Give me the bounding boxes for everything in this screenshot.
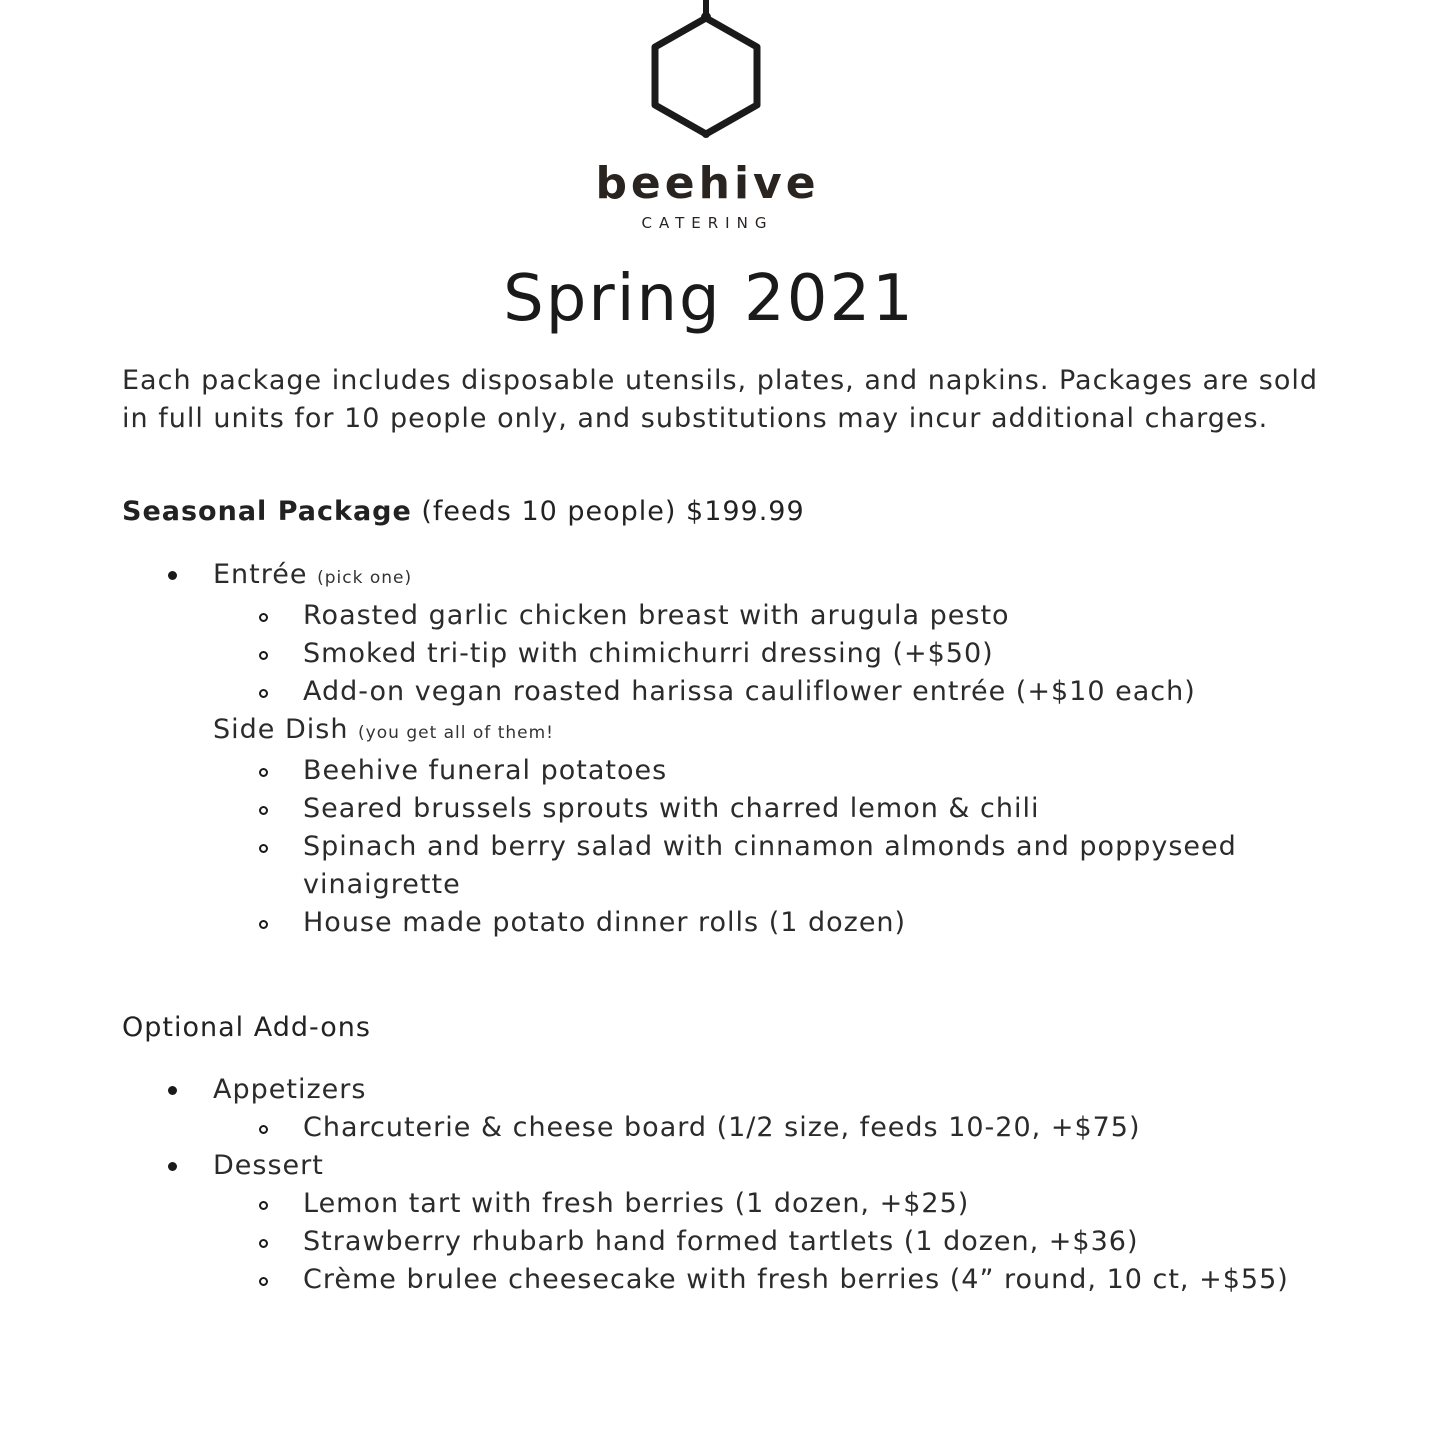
dessert-item: Strawberry rhubarb hand formed tartlets (1 dozen, +$36)	[303, 1226, 1139, 1257]
side-item: Spinach and berry salad with cinnamon almonds and poppyseed vinaigrette	[303, 831, 1237, 900]
list-item	[0, 1109, 1293, 1147]
circle-bullet-icon	[259, 613, 268, 622]
side-dish-heading	[0, 711, 1293, 752]
list-item	[0, 790, 1293, 828]
side-item: Seared brussels sprouts with charred lemon & chili	[303, 793, 1040, 824]
entree-heading	[0, 556, 1293, 597]
list-item	[0, 597, 1293, 635]
appetizers-heading	[0, 1071, 1293, 1109]
dessert-label: Dessert	[213, 1150, 324, 1181]
brand-subtitle: CATERING	[641, 214, 774, 232]
list-item	[0, 1261, 1293, 1299]
bullet-icon	[168, 1086, 177, 1095]
list-item	[0, 752, 1293, 790]
circle-bullet-icon	[259, 920, 268, 929]
appetizer-item: Charcuterie & cheese board (1/2 size, feeds 10-20, +$75)	[303, 1112, 1141, 1143]
side-dish-note: (you get all of them!	[358, 723, 554, 743]
list-item	[0, 904, 1293, 942]
circle-bullet-icon	[259, 768, 268, 777]
logo	[0, 0, 1440, 240]
side-item: House made potato dinner rolls (1 dozen)	[303, 907, 907, 938]
entree-note: (pick one)	[317, 568, 413, 588]
entree-item: Smoked tri-tip with chimichurri dressing (+$50)	[303, 638, 994, 669]
entree-label: Entrée	[213, 559, 308, 590]
dessert-item: Lemon tart with fresh berries (1 dozen, +$25)	[303, 1188, 970, 1219]
circle-bullet-icon	[259, 1277, 268, 1286]
side-item: Beehive funeral potatoes	[303, 755, 668, 786]
list-item	[0, 1223, 1293, 1261]
bullet-icon	[168, 571, 177, 580]
seasonal-package-name: Seasonal Package	[122, 496, 412, 527]
entree-item: Add-on vegan roasted harissa cauliflower entrée (+$10 each)	[303, 676, 1196, 707]
hexagon-icon	[645, 0, 767, 140]
brand-name: beehive	[595, 158, 820, 209]
appetizers-label: Appetizers	[213, 1074, 367, 1105]
side-dish-label: Side Dish	[213, 714, 349, 745]
bullet-icon	[168, 1162, 177, 1171]
circle-bullet-icon	[259, 1201, 268, 1210]
dessert-item: Crème brulee cheesecake with fresh berries (4” round, 10 ct, +$55)	[303, 1264, 1289, 1295]
circle-bullet-icon	[259, 689, 268, 698]
circle-bullet-icon	[259, 651, 268, 660]
circle-bullet-icon	[259, 1239, 268, 1248]
seasonal-package-heading	[122, 496, 805, 527]
circle-bullet-icon	[259, 1125, 268, 1134]
page-title: Spring 2021	[503, 262, 915, 336]
seasonal-package-detail: (feeds 10 people) $199.99	[421, 496, 805, 527]
intro-paragraph: Each package includes disposable utensils, plates, and napkins. Packages are sold in full units for 10 people only, and substitutions may incur additional charges.	[122, 365, 1319, 434]
circle-bullet-icon	[259, 806, 268, 815]
circle-bullet-icon	[259, 844, 268, 853]
dessert-heading	[0, 1147, 1293, 1185]
addons-list	[0, 1071, 1293, 1299]
list-item	[0, 1185, 1293, 1223]
optional-addons-heading: Optional Add-ons	[122, 1012, 371, 1043]
entree-item: Roasted garlic chicken breast with arugula pesto	[303, 600, 1010, 631]
seasonal-package-list	[0, 556, 1293, 942]
list-item	[0, 828, 1293, 904]
list-item	[0, 673, 1293, 711]
list-item	[0, 635, 1293, 673]
